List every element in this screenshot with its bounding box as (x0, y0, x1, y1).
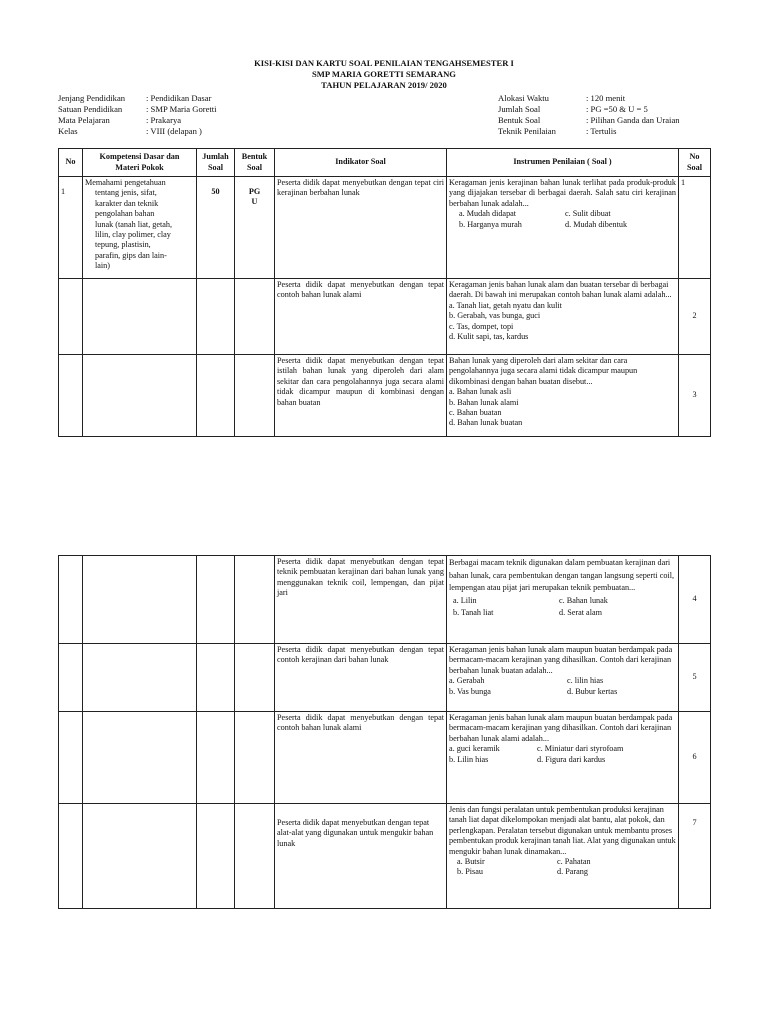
meta-label: Satuan Pendidikan (58, 104, 123, 114)
indikator-soal: Peserta didik dapat menyebutkan dengan tepat alat-alat yang digunakan untuk mengukir bahan lunak (275, 804, 447, 909)
instrumen-soal (447, 177, 679, 279)
option-b: b. Bahan lunak alami (449, 397, 519, 407)
meta-label: Teknik Penilaian (498, 126, 556, 136)
option-b: b. Vas bunga (449, 686, 491, 696)
option-d: d. Serat alam (559, 608, 602, 618)
col-jumlah (197, 149, 235, 177)
option-b: b. Lilin hias (449, 754, 489, 764)
soal-text: Berbagai macam teknik digunakan dalam pembuatan kerajinan dari bahan lunak, cara pembentukan dengan tangan langsung seperti coil, lempengan atau pijat jari merupakan teknik pembuatan... (449, 558, 675, 593)
kd-line: lunak (tanah liat, getah, (95, 219, 173, 229)
kd-line: karakter dan teknik (95, 198, 159, 208)
no-soal: 4 (679, 556, 711, 644)
indikator-soal: Peserta didik dapat menyebutkan dengan tepat istilah bahan lunak yang diperoleh dari alam sekitar dan cara pengolahannya juga secara alami tidak dicampur maupun di kombinasi dengan bahan buatan (275, 355, 447, 437)
col-nosoal-line1: No (689, 152, 700, 162)
table-row (59, 712, 711, 804)
row-no: 1 (59, 177, 83, 279)
doc-title: KISI-KISI DAN KARTU SOAL PENILAIAN TENGAHSEMESTER I (254, 58, 514, 68)
col-bentuk (235, 149, 275, 177)
row-no (59, 804, 83, 909)
indikator-soal: Peserta didik dapat menyebutkan dengan tepat contoh kerajinan dari bahan lunak (275, 644, 447, 712)
meta-label: Alokasi Waktu (498, 93, 549, 103)
table-row (59, 355, 711, 437)
option-b: b. Tanah liat (453, 608, 494, 618)
col-bentuk-line1: Bentuk (241, 152, 268, 162)
meta-value: : Pendidikan Dasar (146, 93, 212, 103)
indikator-soal: Peserta didik dapat menyebutkan dengan tepat teknik pembuatan kerajinan dari bahan lunak yang menggunakan teknik coil, lempengan, dan pijat jari (275, 556, 447, 644)
jumlah-soal (197, 279, 235, 355)
kompetensi-dasar (83, 177, 197, 279)
table-header-row (59, 149, 711, 177)
jumlah-soal (197, 712, 235, 804)
col-instrumen: Instrumen Penilaian ( Soal ) (447, 149, 679, 177)
instrumen-soal (447, 712, 679, 804)
soal-text: Jenis dan fungsi peralatan untuk pembentukan produksi kerajinan tanah liat dapat dikelompokan menjadi alat bantu, alat pokok, dan perlengkapan. Peralatan tersebut digunakan untuk membantu proses pembentukan produk kerajinan tanah liat. Alat yang digunakan untuk mengukir bahan lunak dinamakan... (449, 805, 676, 856)
kd-line: tepung, plastisin, (95, 240, 151, 250)
meta-label: Kelas (58, 126, 78, 136)
table-row (59, 644, 711, 712)
instrumen-soal (447, 804, 679, 909)
no-soal: 2 (679, 279, 711, 355)
kd-line: pengolahan bahan (95, 209, 155, 219)
option-a: a. Tanah liat, getah nyatu dan kulit (449, 300, 562, 310)
col-nosoal-line2: Soal (686, 162, 703, 172)
indikator-soal: Peserta didik dapat menyebutkan dengan tepat contoh bahan lunak alami (275, 712, 447, 804)
bentuk-soal (235, 177, 275, 279)
bentuk-soal (235, 712, 275, 804)
bentuk-soal (235, 644, 275, 712)
jumlah-soal: 50 (197, 177, 235, 279)
option-b: b. Gerabah, vas bunga, guci (449, 311, 541, 321)
indikator-soal: Peserta didik dapat menyebutkan dengan tepat ciri kerajinan berbahan lunak (275, 177, 447, 279)
no-soal: 5 (679, 644, 711, 712)
jumlah-soal (197, 355, 235, 437)
meta-value: : Tertulis (586, 126, 617, 136)
no-soal: 3 (679, 355, 711, 437)
table-row (59, 804, 711, 909)
instrumen-soal (447, 556, 679, 644)
bentuk-soal (235, 804, 275, 909)
meta-label: Jumlah Soal (498, 104, 541, 114)
soal-text: Bahan lunak yang diperoleh dari alam sekitar dan cara pengolahannya juga secara alami tidak dicampur maupun dikombinasi dengan bahan buatan disebut... (449, 356, 638, 386)
meta-right (498, 93, 680, 137)
instrumen-soal (447, 644, 679, 712)
kompetensi-dasar (83, 804, 197, 909)
option-c: c. Bahan buatan (449, 408, 502, 418)
kd-line: lain) (95, 261, 111, 271)
row-no (59, 712, 83, 804)
option-c: c. Pahatan (557, 857, 591, 867)
option-c: c. Bahan lunak (559, 595, 608, 605)
soal-text: Keragaman jenis bahan lunak alam maupun buatan berdampak pada bermacam-macam kerajinan yang dihasilkan. Contoh dari kerajinan berbahan lunak alami adalah... (449, 713, 673, 743)
col-bentuk-line2: Soal (246, 162, 263, 172)
soal-text: Keragaman jenis bahan lunak alam dan buatan tersebar di berbagai daerah. Di bawah ini merupakan contoh bahan lunak alami adalah... (449, 280, 672, 300)
kompetensi-dasar (83, 644, 197, 712)
option-c: c. Sulit dibuat (565, 209, 611, 219)
col-indikator: Indikator Soal (275, 149, 447, 177)
col-no: No (59, 149, 83, 177)
instrumen-soal (447, 279, 679, 355)
kd-line: lilin, clay polimer, clay (95, 230, 171, 240)
option-a: a. Lilin (453, 595, 477, 605)
option-a: a. Gerabah (449, 676, 485, 686)
bentuk-u: U (251, 197, 258, 207)
option-b: b. Pisau (457, 867, 483, 877)
bentuk-soal (235, 279, 275, 355)
option-a: a. Bahan lunak asli (449, 387, 512, 397)
jumlah-soal (197, 804, 235, 909)
col-jumlah-line1: Jumlah (202, 152, 229, 162)
kompetensi-dasar (83, 556, 197, 644)
bentuk-pg: PG (248, 187, 261, 196)
row-no (59, 279, 83, 355)
option-d: d. Bahan lunak buatan (449, 418, 523, 428)
option-d: d. Parang (557, 867, 588, 877)
col-kd (83, 149, 197, 177)
meta-value: : VIII (delapan ) (146, 126, 202, 136)
bentuk-soal (235, 556, 275, 644)
meta-label: Bentuk Soal (498, 115, 541, 125)
jumlah-soal (197, 556, 235, 644)
option-d: d. Figura dari kardus (537, 754, 606, 764)
option-c: c. lilin hias (567, 676, 604, 686)
academic-year: TAHUN PELAJARAN 2019/ 2020 (321, 80, 447, 90)
option-d: d. Bubur kertas (567, 686, 618, 696)
kisi-table-part1 (58, 148, 711, 437)
row-no (59, 355, 83, 437)
table-row (59, 279, 711, 355)
row-no (59, 556, 83, 644)
school-name: SMP MARIA GORETTI SEMARANG (312, 69, 456, 79)
meta-value: : PG =50 & U = 5 (586, 104, 648, 114)
no-soal: 7 (679, 804, 711, 909)
bentuk-soal (235, 355, 275, 437)
kompetensi-dasar (83, 279, 197, 355)
kisi-table-part2 (58, 555, 711, 909)
option-c: c. Miniatur dari styrofoam (537, 744, 624, 754)
row-no (59, 644, 83, 712)
col-nosoal (679, 149, 711, 177)
indikator-soal: Peserta didik dapat menyebutkan dengan tepat contoh bahan lunak alami (275, 279, 447, 355)
kompetensi-dasar (83, 712, 197, 804)
jumlah-soal (197, 644, 235, 712)
option-d: d. Kulit sapi, tas, kardus (449, 332, 529, 342)
col-kd-line2: Materi Pokok (115, 162, 164, 172)
col-jumlah-line2: Soal (207, 162, 224, 172)
option-a: a. guci keramik (449, 744, 500, 754)
meta-left (58, 93, 217, 137)
no-soal: 1 (679, 177, 711, 279)
option-a: a. Butsir (457, 857, 485, 867)
soal-text: Keragaman jenis kerajinan bahan lunak terlihat pada produk-produk yang dijajakan tersebar di berbagai daerah. Salah satu ciri kerajinan berbahan lunak adalah... (449, 178, 676, 208)
option-a: a. Mudah didapat (459, 209, 517, 219)
no-soal: 6 (679, 712, 711, 804)
table-row (59, 177, 711, 279)
soal-text: Keragaman jenis bahan lunak alam maupun buatan berdampak pada bermacam-macam kerajinan yang dihasilkan. Contoh dari kerajinan berbahan lunak buatan adalah... (449, 645, 673, 675)
meta-value: : SMP Maria Goretti (146, 104, 217, 114)
meta-label: Mata Pelajaran (58, 115, 110, 125)
meta-label: Jenjang Pendidikan (58, 93, 126, 103)
table-row (59, 556, 711, 644)
option-d: d. Mudah dibentuk (565, 219, 628, 229)
option-c: c. Tas, dompet, topi (449, 321, 514, 331)
meta-value: : Pilihan Ganda dan Uraian (586, 115, 680, 125)
meta-value: : Prakarya (146, 115, 182, 125)
meta-value: : 120 menit (586, 93, 626, 103)
col-kd-line1: Kompetensi Dasar dan (99, 152, 180, 162)
kd-line: Memahami pengetahuan (85, 178, 166, 187)
kd-line: parafin, gips dan lain- (95, 250, 167, 260)
instrumen-soal (447, 355, 679, 437)
option-b: b. Harganya murah (459, 219, 522, 229)
kd-line: tentang jenis, sifat, (95, 188, 157, 198)
kompetensi-dasar (83, 355, 197, 437)
